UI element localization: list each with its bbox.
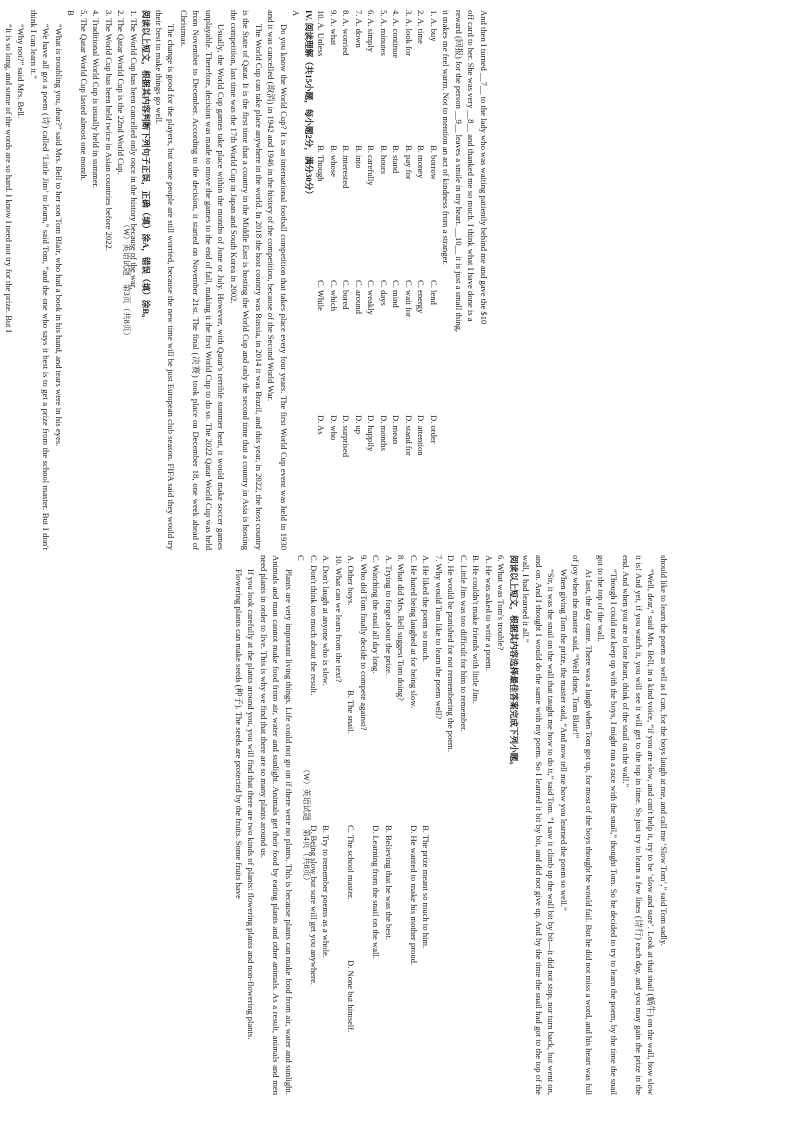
passage-label-c: C bbox=[296, 555, 307, 561]
question-block bbox=[445, 555, 508, 1095]
cloze-line: reward (回报) for the person __9__ leaves a smile in my heart. __10__ it is just a small thing, bbox=[454, 10, 464, 333]
answer-option: B. Try to remember poems as a whole. bbox=[321, 825, 332, 958]
option-row: 6. A. simply B. carefully C. weakly D. happily bbox=[366, 10, 377, 452]
answer-option: D. Being slow but sure will get you anywhere. bbox=[309, 825, 319, 985]
passage-label-a: A bbox=[291, 10, 302, 17]
answer-option: A. He liked the poem so much. bbox=[421, 555, 432, 662]
question-block bbox=[370, 555, 408, 1095]
passage-c-paragraph: Plants are very important living things. Life could not go on if there were no plants. This is because plants can make food from air, water and sunlight. Animals and man cannot make food from air, water and sunlight. Animals get their food by eating plants and other animals. As a result, animals and men need plants in order to live. This is why we find that there are so many plants around us. bbox=[259, 555, 294, 1095]
answer-option: D. None but himself. bbox=[346, 960, 357, 1033]
passage-a-paragraph: The World Cup can take place anywhere in the world. In 2018 the host country was Russia, in 2014 it was Brazil, and this year, in 2022, the host country is the State of Qatar. It is the first time that a country in the Middle East is hosting the World Cup and only the second time that a country in Asia is hosting the competition, last time was the 17th World Cup in Japan and South Korea in 2002. bbox=[229, 10, 264, 550]
option-row: 2. A. time B. money C. energy D. attention bbox=[416, 10, 427, 456]
answer-option: A. Don't laugh at anyone who is slow. bbox=[321, 555, 332, 686]
answer-option: D. He wanted to make his mother proud. bbox=[409, 825, 419, 966]
option-row: 4. A. continue B. stand C. mind D. mean bbox=[391, 10, 402, 445]
passage-b-paragraph: “What is troubling you, dear?” said Mrs. Bell to her son Tom Blair, who had a book in his hand, and tears were in his eyes. bbox=[54, 24, 64, 447]
section-heading: IV. 阅读理解（共15小题，每小题2分，满分30分） bbox=[304, 10, 314, 199]
question-block bbox=[345, 555, 370, 1095]
judge-item: 2. The Qatar World Cup is the 22nd World Cup. bbox=[116, 10, 127, 175]
cloze-line: And then I turned __7__ to the lady who was waiting patiently behind me and gave the $10 bbox=[479, 10, 489, 325]
answer-option: C. The school master. bbox=[346, 825, 357, 900]
option-row: 5. A. minutes B. hours C. days D. months bbox=[379, 10, 389, 451]
question-stem: 7. Why would Tom like to learn the poem well? bbox=[434, 555, 444, 720]
question-stem: 6. What was Tom's trouble? bbox=[496, 555, 507, 651]
exam-page-4 bbox=[234, 555, 670, 1095]
passage-b-paragraph: When giving Tom the prize, the master said, “And now tell me how you learned the poem so well.” bbox=[559, 569, 569, 911]
passage-b-paragraph: “Though I could not keep up with the boys, I might run a race with the snail,” thought Tom. So he decided to try to learn the poem, by the time the snail got to the top of the wall. bbox=[596, 555, 619, 1095]
question-stem: 10. What can we learn from the text? bbox=[334, 555, 344, 683]
answer-option: D. Learning from the snail on the wall. bbox=[371, 825, 382, 959]
answer-option: B. The prize meant so much to him. bbox=[421, 825, 432, 949]
passage-b-paragraph: “Sir, it was the snail on the wall that taught me how to do it,” said Tom. “I saw it climb up the wall bit by bit—it did not stop, nor turn back, but went on, and on. And I thought I would do the same with my poem. So I learned it bit by bit, and did not give up. And by the time the snail had got to the top of the wall, I had learned it all.” bbox=[521, 555, 557, 1095]
option-row: 1. A. buy B. borrow C. lend D. order bbox=[429, 10, 439, 444]
exam-page-3 bbox=[4, 10, 490, 550]
question-block bbox=[308, 555, 346, 1095]
question-stem: 8. What did Mrs. Bell suggest Tom doing? bbox=[396, 555, 407, 701]
answer-option: C. Don't think too much about the result. bbox=[309, 555, 319, 696]
judge-instruction: 阅读以上短文，根据其内容判断下列句子正误，正确（填）涂A，错误（填）涂B。 bbox=[141, 10, 152, 323]
passage-b-paragraph: “We have all got a poem (诗) called ‘Little Jim’ to learn,” said Tom, “and the one who says it best is to get a prize from the school master. But I don't think I can learn it.” bbox=[29, 10, 52, 550]
passage-a-paragraph: Do you know the World Cup? It is an international football competition that takes place every four years. The first World Cup event was held in 1930 and it was cancelled (取消) in 1942 and 1946 in the history of the competition, because of the Second World War. bbox=[266, 10, 289, 550]
answer-option: D. He would be punished for not remembering the poem. bbox=[446, 555, 457, 752]
option-row: 10. A. Unless B. Though C. While D. As bbox=[316, 10, 327, 435]
answer-option: B. He couldn't make friends with little Jim. bbox=[471, 555, 482, 704]
judge-item: 5. The Qatar World Cup lasted almost one month. bbox=[79, 10, 89, 181]
answer-option: C. Little Jim was too difficult for him to remember. bbox=[459, 555, 469, 732]
answer-option: A. He was asked to write a poem. bbox=[484, 555, 494, 671]
passage-b-continued: should like to learn the poem as well as I can, for the boys laugh at me, and call me ‘Slow Tom’,” said Tom sadly. bbox=[659, 555, 669, 946]
page-footer: （W）英语试题 第3页（共8页） bbox=[122, 220, 132, 340]
passage-b-paragraph: At last, the day came. There was a laugh when Tom got up, for most of the boys thought he would fail. But he did not miss a word, and his heart was full of joy when the master said, “Well done, Tom Blair!” bbox=[571, 555, 594, 1095]
judge-item: 1. The World Cup has been cancelled only once in the history because of the war. bbox=[129, 10, 139, 290]
option-row: 7. A. down B. into C. around D. up bbox=[354, 10, 364, 435]
cloze-options bbox=[315, 10, 440, 550]
page-footer: （W）英语试题 第4页（共8页） bbox=[302, 765, 312, 885]
question-instruction: 阅读以上短文，根据其内容选择最佳答案完成下列小题。 bbox=[509, 555, 519, 770]
passage-a-paragraph: Usually, the World Cup games take place within the months of June or July. However, with Qatar's terrible summer heat, it would make soccer games unplayable. Therefore, decision was made to move the games to the end of fall, making it the first World Cup to do so. The 2022 Qatar World Cup was held from November to December. According to the decision, it started on November 21st. The final (决赛) took place on December 18, one week ahead of Christmas. bbox=[179, 10, 227, 550]
passage-label-b: B bbox=[66, 10, 77, 16]
cloze-line: off card to her. She was very __8__ and thanked me so much. I think what I have done is a bbox=[466, 10, 477, 322]
passage-a-paragraph: The change is good for the players, but some people are still worried, because the new time will be just European club season. FIFA said they would try their best to make things go well. bbox=[154, 10, 177, 550]
passage-c-paragraph: If you look carefully at the plants around you, you will find that there are two kinds of plants: flowering plants and non-flowering plants. bbox=[246, 569, 257, 1040]
passage-b-paragraph: “Why not?” said Mrs. Bell. bbox=[16, 24, 27, 119]
passage-b-paragraph: “Well, dear,” said Mrs. Bell, in a kind voice, “if you are slow, and can't help it, try to be ‘slow and sure’. Look at that snail (蜗牛) on the wall, how slow it is! And yet, if you watch it, you will see it will get to the top in time. So just try to learn a few lines (诗行) each day, and you may gain the prize in the end. And when you are to lose heart, think of the snail on the wall.” bbox=[621, 555, 657, 1095]
answer-option: B. Believing that he was the best. bbox=[384, 825, 394, 941]
question-stem: 9. Who did Tom finally decide to compete against? bbox=[359, 555, 369, 731]
answer-option: A. Other boys. bbox=[346, 555, 357, 606]
judge-item: 4. Traditional World Cup is usually held in summer. bbox=[91, 10, 102, 189]
answer-option: B. The snail. bbox=[346, 690, 357, 734]
answer-option: A. Trying to forget about the prize. bbox=[384, 555, 394, 676]
answer-option: C. He hated being laughed at for being slow. bbox=[409, 555, 419, 709]
cloze-passage-end bbox=[440, 10, 490, 550]
passage-b-paragraph: “It is so long, and some of the words are so hard. I know I need not try for the prize. But I bbox=[4, 24, 14, 333]
cloze-line: it makes me feel warm. Not to mention an act of kindness from a stranger. bbox=[441, 10, 452, 265]
answer-option: C. Watching the snail all day long. bbox=[371, 555, 382, 674]
option-row: 8. A. worried B. interested C. bored D. surprised bbox=[341, 10, 352, 458]
judge-item: 3. The World Cup has been held twice in Asian countries before 2022. bbox=[104, 10, 114, 251]
question-block bbox=[408, 555, 446, 1095]
option-row: 9. A. what B. whose C. which D. who bbox=[329, 10, 339, 441]
option-row: 3. A. look for B. pay for C. wait for D. stand for bbox=[404, 10, 414, 456]
passage-c-paragraph: Flowering plants can make seeds (种子). The seeds are protected by the fruits. Some fruits have bbox=[234, 569, 244, 899]
